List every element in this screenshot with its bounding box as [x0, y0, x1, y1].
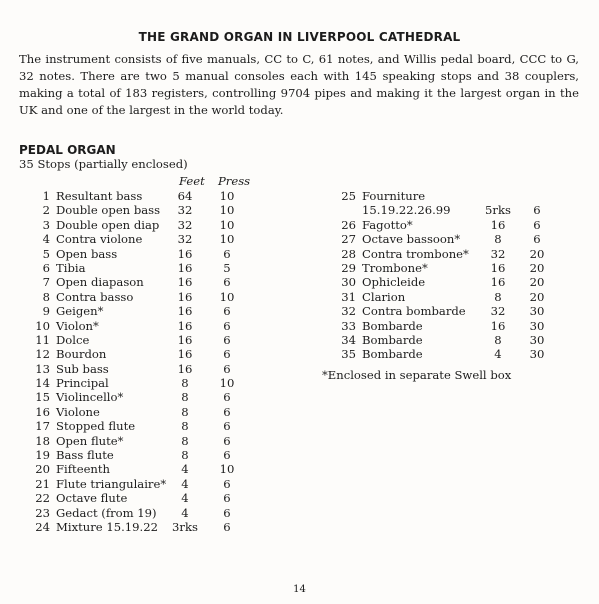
stop-number: 30	[341, 275, 356, 290]
stop-number: 18	[35, 433, 50, 448]
stop-feet: 4	[181, 476, 189, 491]
stop-name: Fourniture	[362, 189, 426, 203]
stop-press: 6	[533, 217, 541, 232]
stop-press: 6	[223, 505, 231, 520]
intro-paragraph: The instrument consists of five manuals, CC to C, 61 notes, and Willis pedal board, CCC to G, 32 notes. There are two 5 manual consoles each with 145 speaking stops and 38 couplers, making a total of 183 registers, controlling 9704 pipes and making it the largest organ in the UK and one of the largest in the world today.	[19, 52, 579, 117]
stop-feet: 32	[177, 203, 193, 218]
stop-name: Open bass	[56, 246, 118, 261]
stop-name: Contra violone	[56, 232, 143, 247]
stop-name: Octave flute	[56, 491, 128, 506]
stop-name: Double open diap	[56, 217, 160, 232]
stop-row	[16, 275, 276, 289]
stop-name: Flute triangulaire*	[56, 476, 167, 491]
stop-feet: 4	[181, 462, 189, 477]
stop-number: 20	[35, 462, 50, 477]
stop-row	[16, 261, 276, 275]
stop-press: 30	[529, 318, 545, 333]
stop-number: 17	[35, 419, 50, 434]
stop-number: 13	[35, 361, 50, 376]
stop-number: 21	[35, 476, 50, 491]
stop-number: 15	[35, 390, 50, 405]
stop-row	[16, 189, 276, 203]
stop-name: Contra trombone*	[362, 246, 469, 261]
stop-name: Octave bassoon*	[362, 232, 461, 247]
stop-number: 9	[42, 304, 50, 319]
stop-name: Mixture 15.19.22	[56, 519, 158, 534]
stop-press: 30	[529, 332, 545, 347]
stop-press: 6	[223, 491, 231, 506]
stop-number: 5	[42, 246, 50, 261]
stop-number: 12	[35, 347, 50, 362]
stop-number: 25	[341, 189, 356, 203]
stop-feet: 64	[177, 189, 193, 203]
stop-feet: 16	[177, 347, 193, 362]
stop-row	[338, 189, 568, 203]
stop-row	[16, 419, 276, 433]
stop-press: 20	[529, 289, 545, 304]
stop-name: Clarion	[362, 289, 406, 304]
stop-press: 6	[223, 304, 231, 319]
stop-feet: 16	[177, 361, 193, 376]
stop-name: Tibia	[56, 260, 86, 275]
stop-feet: 16	[177, 246, 193, 261]
stop-row	[338, 203, 568, 217]
stop-press: 10	[219, 462, 235, 477]
stop-number: 35	[341, 347, 356, 362]
stop-name: Trombone*	[362, 260, 428, 275]
stop-name: Bombarde	[362, 318, 423, 333]
stop-name: Violincello*	[56, 390, 124, 405]
stop-press: 6	[223, 519, 231, 534]
stop-press: 6	[533, 203, 541, 218]
stop-feet: 16	[177, 318, 193, 333]
stop-press: 10	[219, 232, 235, 247]
stop-name: Fifteenth	[56, 462, 111, 477]
stop-number: 14	[35, 376, 50, 391]
stop-name: Contra basso	[56, 289, 134, 304]
stop-press: 6	[223, 347, 231, 362]
stop-feet: 8	[181, 390, 189, 405]
stop-number: 31	[341, 289, 356, 304]
stop-row	[16, 247, 276, 261]
stop-number: 10	[35, 318, 50, 333]
stop-feet: 8	[494, 289, 502, 304]
stop-row	[16, 506, 276, 520]
stop-row	[16, 319, 276, 333]
stop-number: 11	[35, 332, 50, 347]
stop-press: 20	[529, 260, 545, 275]
stop-name: Bourdon	[56, 347, 107, 362]
stops-list-right	[338, 189, 568, 362]
stop-row	[16, 491, 276, 505]
stop-press: 10	[219, 217, 235, 232]
stop-feet: 16	[490, 217, 506, 232]
stop-row	[16, 390, 276, 404]
stop-feet: 16	[177, 304, 193, 319]
stop-number: 29	[341, 260, 356, 275]
stop-number: 6	[42, 260, 50, 275]
stop-feet: 4	[494, 347, 502, 362]
stop-feet: 8	[181, 404, 189, 419]
stop-feet: 8	[181, 376, 189, 391]
stop-number: 8	[42, 289, 50, 304]
stop-feet: 5rks	[485, 203, 511, 218]
stop-name: Bombarde	[362, 332, 423, 347]
stop-number: 7	[42, 275, 50, 290]
stop-row	[338, 218, 568, 232]
stop-row	[16, 218, 276, 232]
stop-press: 6	[223, 448, 231, 463]
page-number: 14	[293, 584, 306, 595]
stop-row	[338, 290, 568, 304]
stop-feet: 3rks	[172, 519, 198, 534]
stop-feet: 4	[181, 505, 189, 520]
section-subtitle: 35 Stops (partially enclosed)	[19, 157, 188, 171]
stop-number: 16	[35, 404, 50, 419]
stop-row	[16, 477, 276, 491]
stop-press: 6	[223, 476, 231, 491]
stop-number: 24	[35, 519, 50, 534]
stop-name: Dolce	[56, 332, 90, 347]
stop-name: Contra bombarde	[362, 304, 466, 319]
feet-column-header: Feet	[179, 174, 205, 188]
stop-feet: 8	[181, 433, 189, 448]
stop-row	[338, 232, 568, 246]
stop-row	[16, 362, 276, 376]
stop-name: Bombarde	[362, 347, 423, 362]
stop-press: 5	[223, 260, 231, 275]
stop-name: Principal	[56, 376, 109, 391]
stop-row	[16, 304, 276, 318]
stop-feet: 32	[177, 217, 193, 232]
stop-number: 28	[341, 246, 356, 261]
stop-feet: 32	[490, 246, 506, 261]
stop-press: 10	[219, 376, 235, 391]
stop-row	[16, 520, 276, 534]
stop-name: Fagotto*	[362, 217, 413, 232]
stop-name: Open flute*	[56, 433, 124, 448]
stop-press: 6	[223, 361, 231, 376]
stop-number: 4	[42, 232, 50, 247]
stop-row	[16, 290, 276, 304]
stop-row	[338, 261, 568, 275]
stop-name: Bass flute	[56, 448, 114, 463]
stop-press: 10	[219, 289, 235, 304]
stop-feet: 32	[490, 304, 506, 319]
stop-name: 15.19.22.26.99	[362, 203, 451, 218]
stop-name: Violon*	[56, 318, 99, 333]
stop-feet: 8	[181, 448, 189, 463]
section-title: PEDAL ORGAN	[19, 143, 116, 157]
stop-name: Open diapason	[56, 275, 144, 290]
stop-number: 2	[42, 203, 50, 218]
stop-press: 30	[529, 304, 545, 319]
stop-press: 6	[223, 419, 231, 434]
footnote: *Enclosed in separate Swell box	[322, 368, 512, 382]
stop-press: 6	[223, 332, 231, 347]
stop-press: 20	[529, 275, 545, 290]
stop-feet: 8	[494, 332, 502, 347]
stop-press: 10	[219, 203, 235, 218]
stop-number: 32	[341, 304, 356, 319]
stop-feet: 16	[490, 275, 506, 290]
stop-number: 34	[341, 332, 356, 347]
stop-number: 33	[341, 318, 356, 333]
stop-name: Ophicleide	[362, 275, 426, 290]
stop-name: Gedact (from 19)	[56, 505, 157, 520]
stop-feet: 16	[177, 289, 193, 304]
stop-row	[16, 448, 276, 462]
stop-name: Sub bass	[56, 361, 109, 376]
stop-row	[338, 275, 568, 289]
stop-row	[16, 434, 276, 448]
stop-row	[16, 347, 276, 361]
stop-row	[16, 462, 276, 476]
stop-row	[16, 203, 276, 217]
stop-number: 19	[35, 448, 50, 463]
press-column-header: Press	[218, 174, 251, 188]
stop-press: 6	[223, 246, 231, 261]
stop-number: 27	[341, 232, 356, 247]
stop-feet: 16	[490, 260, 506, 275]
stop-row	[16, 232, 276, 246]
stop-name: Resultant bass	[56, 189, 143, 203]
stop-feet: 4	[181, 491, 189, 506]
stop-press: 6	[223, 433, 231, 448]
stop-feet: 16	[177, 260, 193, 275]
stop-press: 10	[219, 189, 235, 203]
stop-row	[338, 347, 568, 361]
stop-number: 23	[35, 505, 50, 520]
stop-press: 30	[529, 347, 545, 362]
stop-row	[338, 247, 568, 261]
stop-name: Double open bass	[56, 203, 161, 218]
stop-row	[338, 333, 568, 347]
stop-row	[16, 376, 276, 390]
stop-press: 6	[223, 404, 231, 419]
stop-name: Violone	[56, 404, 100, 419]
page-title: THE GRAND ORGAN IN LIVERPOOL CATHEDRAL	[138, 30, 461, 44]
stop-row	[16, 405, 276, 419]
stop-feet: 16	[490, 318, 506, 333]
stop-number: 26	[341, 217, 356, 232]
stop-press: 20	[529, 246, 545, 261]
stop-press: 6	[223, 275, 231, 290]
stop-press: 6	[533, 232, 541, 247]
stop-number: 22	[35, 491, 50, 506]
stop-press: 6	[223, 390, 231, 405]
stop-row	[16, 333, 276, 347]
stop-name: Stopped flute	[56, 419, 136, 434]
stops-list-left	[16, 189, 276, 534]
stop-feet: 16	[177, 332, 193, 347]
stop-number: 3	[42, 217, 50, 232]
stop-feet: 8	[181, 419, 189, 434]
stop-feet: 8	[494, 232, 502, 247]
stop-feet: 16	[177, 275, 193, 290]
stop-feet: 32	[177, 232, 193, 247]
stop-press: 6	[223, 318, 231, 333]
stop-row	[338, 304, 568, 318]
stop-name: Geigen*	[56, 304, 104, 319]
stop-row	[338, 319, 568, 333]
stop-number: 1	[42, 189, 50, 203]
